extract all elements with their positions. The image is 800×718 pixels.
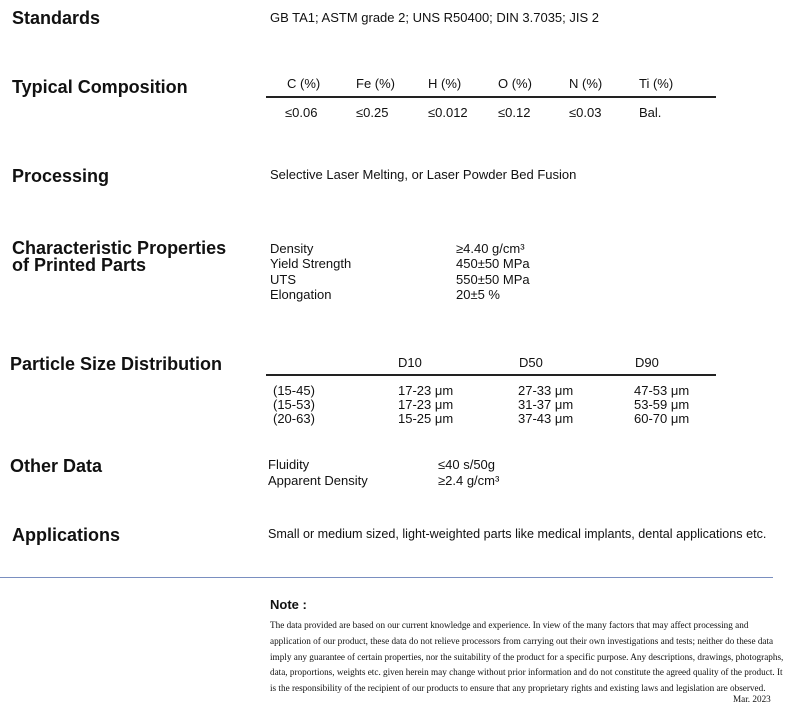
density-label: Density xyxy=(270,241,314,256)
composition-value-ti: Bal. xyxy=(639,105,662,120)
uts-value: 550±50 MPa xyxy=(456,271,530,287)
composition-value-n: ≤0.03 xyxy=(569,105,602,120)
composition-header-c: C (%) xyxy=(287,76,321,91)
particle-header-rule xyxy=(266,374,716,376)
uts-label: UTS xyxy=(270,271,296,287)
properties-heading-line1: Characteristic Properties xyxy=(12,238,227,258)
particle-d90-value: 53-59 μm xyxy=(634,397,690,412)
section-divider xyxy=(0,577,773,578)
properties-heading-line2: of Printed Parts xyxy=(12,255,147,275)
processing-value: Selective Laser Melting, or Laser Powder Bed Fusion xyxy=(270,167,577,182)
particle-header-d90: D90 xyxy=(635,355,659,370)
apparent-density-value: ≥2.4 g/cm³ xyxy=(438,473,500,488)
standards-heading: Standards xyxy=(12,8,101,28)
particle-d10-value: 17-23 μm xyxy=(398,383,454,398)
fluidity-value: ≤40 s/50g xyxy=(438,457,496,472)
composition-header-fe: Fe (%) xyxy=(356,76,395,91)
composition-heading: Typical Composition xyxy=(12,77,188,97)
standards-value: GB TA1; ASTM grade 2; UNS R50400; DIN 3.7035; JIS 2 xyxy=(270,10,600,25)
particle-d10-column xyxy=(398,384,453,426)
particle-d90-column xyxy=(634,384,689,426)
particle-range: (20-63) xyxy=(273,411,315,426)
composition-header-n: N (%) xyxy=(569,76,603,91)
particle-d90-value: 47-53 μm xyxy=(634,383,690,398)
yield-strength-label: Yield Strength xyxy=(270,256,352,272)
particle-range: (15-53) xyxy=(273,397,315,412)
properties-labels xyxy=(270,241,351,302)
particle-d10-value: 17-23 μm xyxy=(398,397,454,412)
composition-value-c: ≤0.06 xyxy=(285,105,318,120)
other-data-values xyxy=(438,457,499,489)
note-title: Note : xyxy=(270,597,307,612)
composition-header-rule xyxy=(266,96,716,98)
composition-header-o: O (%) xyxy=(498,76,532,91)
composition-value-fe: ≤0.25 xyxy=(356,105,389,120)
elongation-value: 20±5 % xyxy=(456,286,500,302)
yield-strength-value: 450±50 MPa xyxy=(456,256,530,272)
particle-d50-value: 37-43 μm xyxy=(518,411,574,426)
composition-value-o: ≤0.12 xyxy=(498,105,531,120)
particle-range-column xyxy=(273,384,315,426)
particle-range: (15-45) xyxy=(273,383,315,398)
fluidity-label: Fluidity xyxy=(268,457,310,472)
other-data-labels xyxy=(268,457,368,489)
apparent-density-label: Apparent Density xyxy=(268,473,368,488)
composition-value-h: ≤0.012 xyxy=(428,105,468,120)
particle-d50-value: 31-37 μm xyxy=(518,397,574,412)
particle-header-d50: D50 xyxy=(519,355,543,370)
density-value: ≥4.40 g/cm³ xyxy=(456,241,525,256)
properties-values xyxy=(456,241,530,302)
particle-heading: Particle Size Distribution xyxy=(10,354,223,374)
applications-heading: Applications xyxy=(12,525,121,545)
particle-header-d10: D10 xyxy=(398,355,422,370)
particle-d50-value: 27-33 μm xyxy=(518,383,574,398)
other-data-heading: Other Data xyxy=(10,456,103,476)
composition-header-ti: Ti (%) xyxy=(639,76,674,91)
elongation-label: Elongation xyxy=(270,286,332,302)
particle-d50-column xyxy=(518,384,573,426)
composition-header-h: H (%) xyxy=(428,76,462,91)
applications-value: Small or medium sized, light-weighted parts like medical implants, dental applications etc. xyxy=(268,527,767,541)
note-date: Mar. 2023 xyxy=(733,694,771,704)
note-body: The data provided are based on our current knowledge and experience. In view of the many factors that may affect processing and application of our product, these data do not relieve processors from carrying out their own investigations and tests; neither do these data imply any guarantee of certain properties, nor the suitability of the product for a specific purpose. Any descriptions, drawings, photographs, data, proportions, weights etc. given herein may change without prior information and do not constitute the agreed quality of the product. It is the responsibility of the recipient of our products to ensure that any proprietary rights and existing laws and legislation are observed. xyxy=(270,620,784,694)
processing-heading: Processing xyxy=(12,166,110,186)
particle-d90-value: 60-70 μm xyxy=(634,411,690,426)
particle-d10-value: 15-25 μm xyxy=(398,411,454,426)
